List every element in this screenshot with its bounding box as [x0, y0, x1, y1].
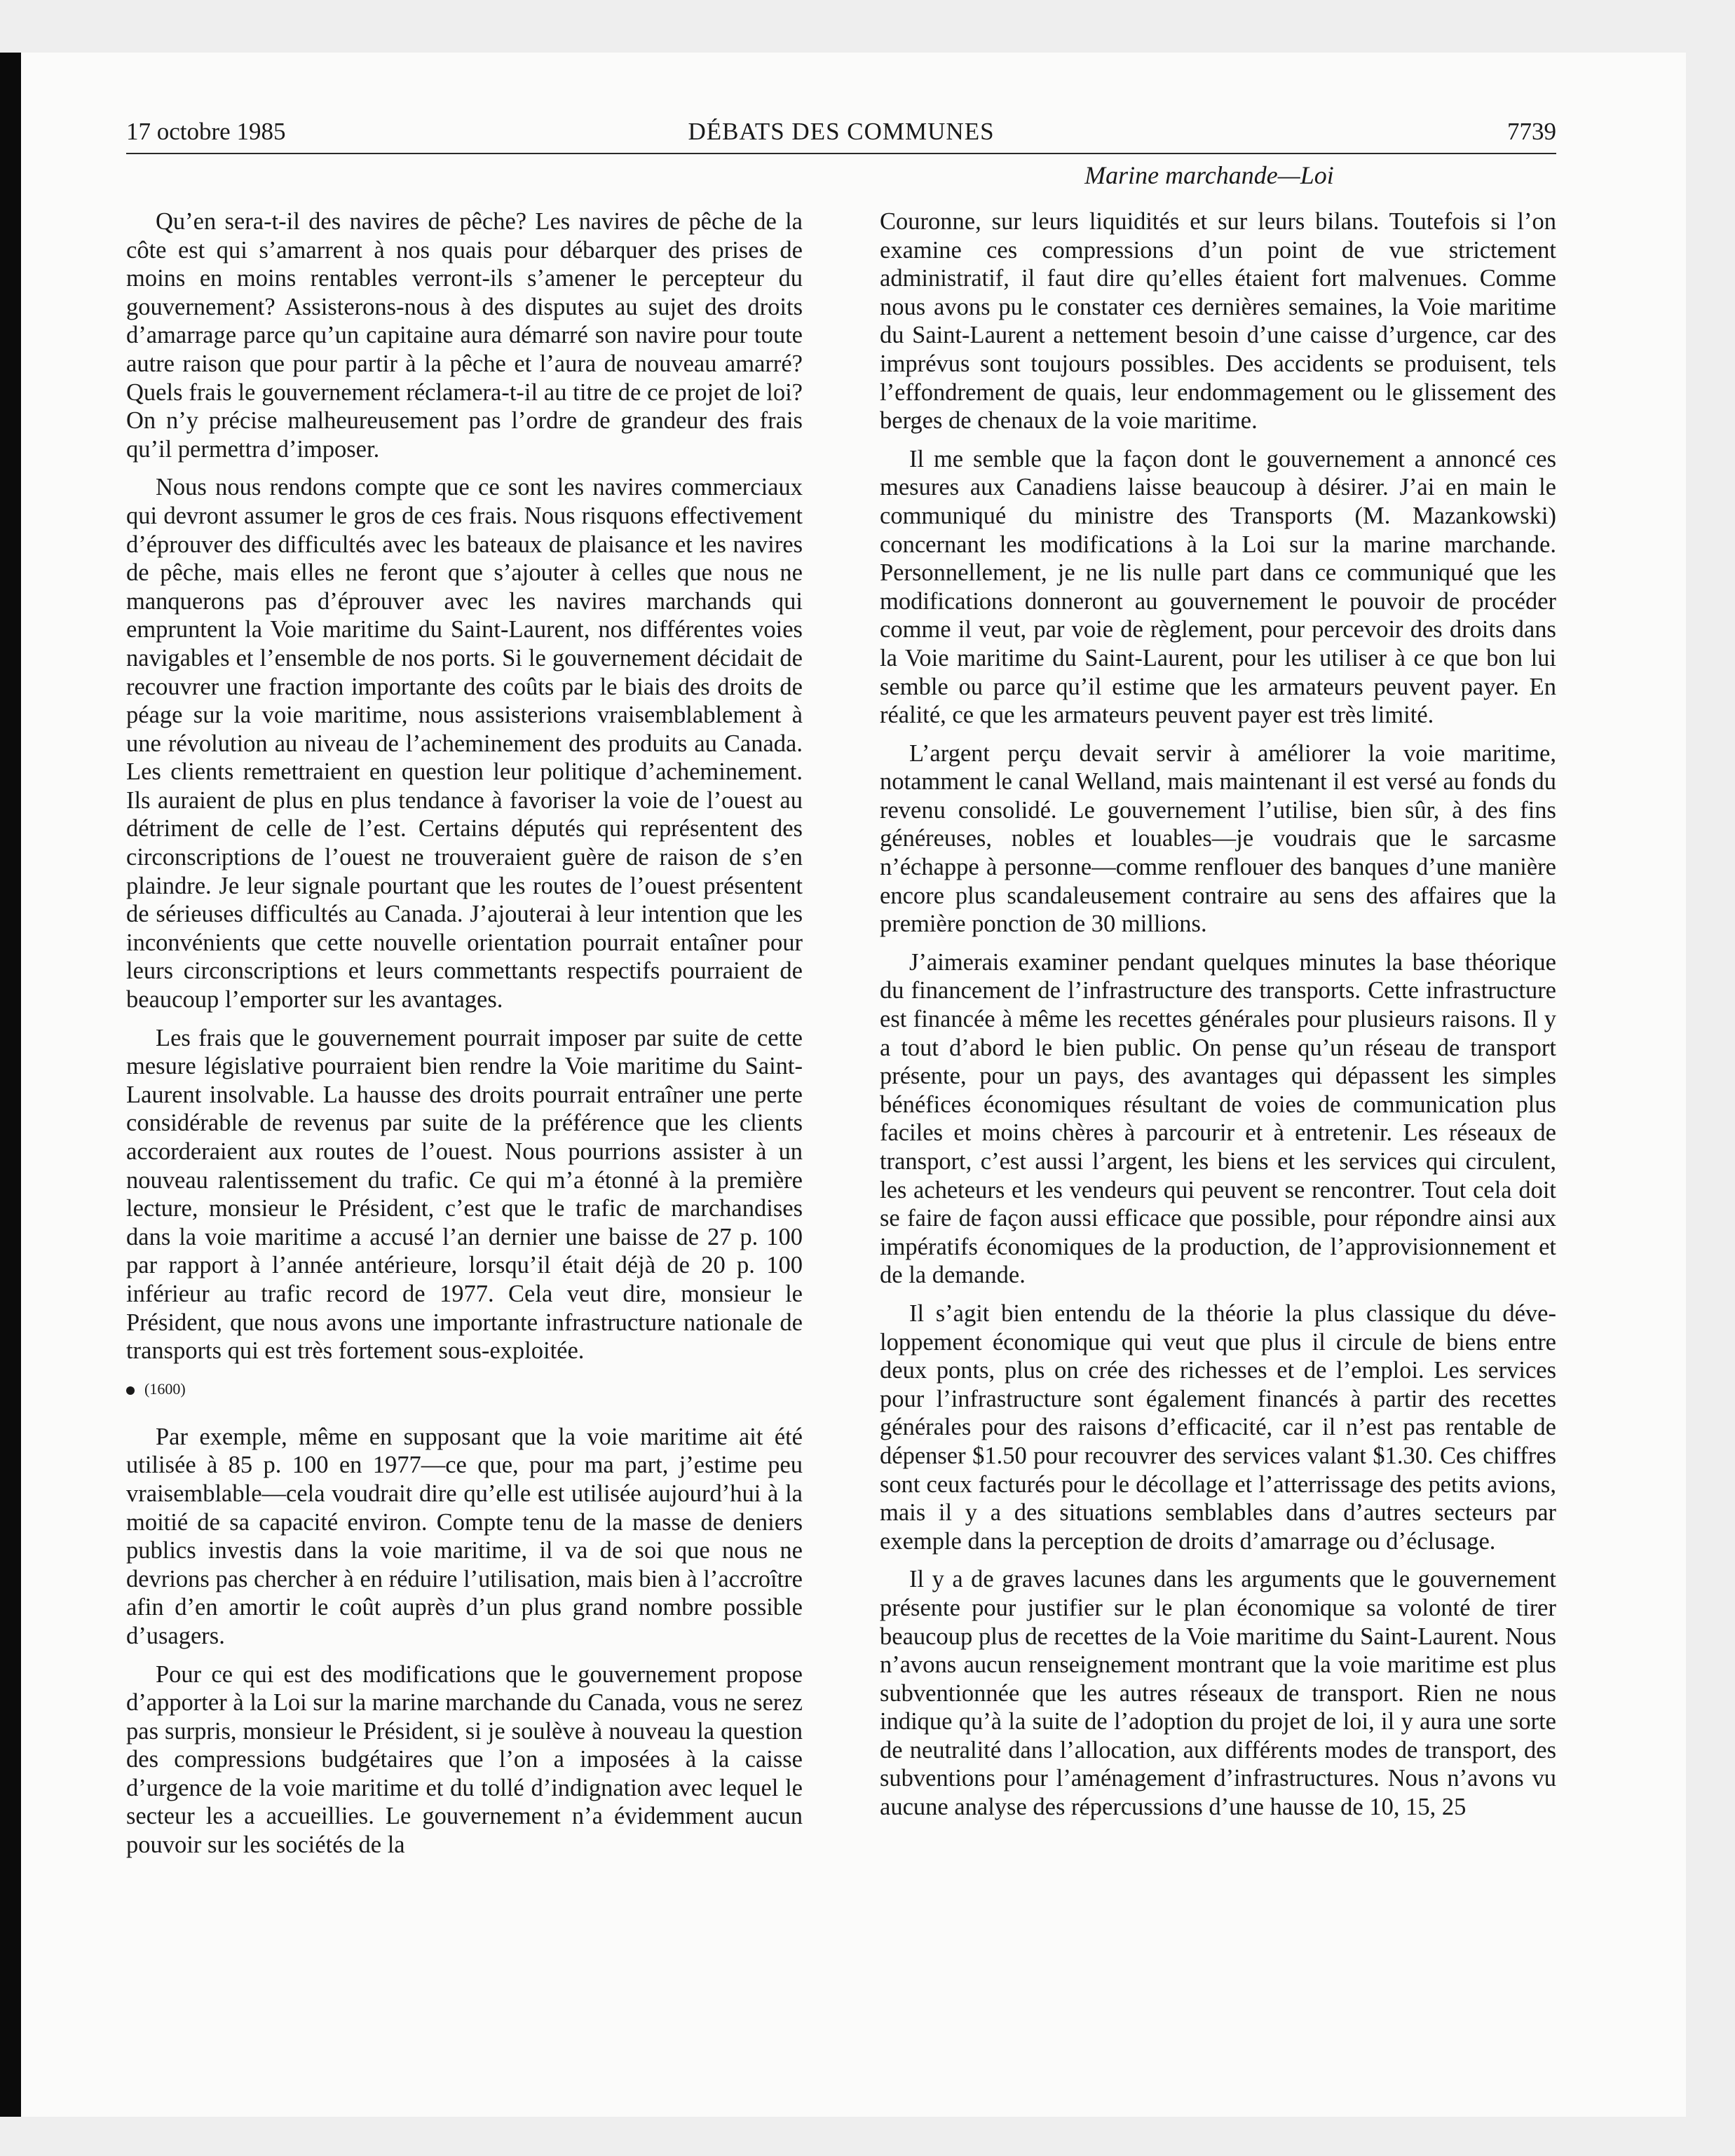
time-marker-label: (1600) [144, 1379, 186, 1398]
paragraph: J’aimerais examiner pendant quelques minutes la base théorique du financement de l’infrastructure des transports. Cette infrastructure est financée à même les recettes générales pour plusieurs raisons. Il y a tout d’abord le bien public. On pense qu’un réseau de transport présente, pour un pays, des avantages qui dépassent les simples bénéfices économiques résultant de voies de communication plus faciles et moins chères à parcourir et à entretenir. Les réseaux de transport, c’est aussi l’argent, les biens et les services qui circulent, les acheteurs et les vendeurs qui peuvent se rencontrer. Tout cela doit se faire de façon aussi efficace que possible, pour répondre ainsi aux impératifs économiques de la production, de l’approvisionnement et de la demande. [880, 948, 1556, 1289]
scan-edge [0, 53, 21, 2117]
time-marker [126, 1375, 803, 1403]
paragraph: Pour ce qui est des modifications que le gouvernement propose d’apporter à la Loi sur la marine marchande du Canada, vous ne serez pas surpris, monsieur le Président, si je soulève à nouveau la question des compressions budgétaires que l’on a imposées à la caisse d’urgence de la voie maritime et du tollé d’indignation avec lequel le secteur les a accueillies. Le gouvernement n’a évidemment aucun pouvoir sur les sociétés de la [126, 1660, 803, 1859]
paragraph: Il y a de graves lacunes dans les arguments que le gouvernement présente pour justifier sur le plan économique sa volonté de tirer beaucoup plus de recettes de la Voie maritime du Saint-Laurent. Nous n’avons aucun renseignement montrant que la voie maritime est plus subventionnée que les autres réseaux de transport. Rien ne nous indique qu’à la suite de l’adoption du projet de loi, il y aura une sorte de neutralité dans l’allocation, aux différents modes de transport, des subventions pour l’aménagement d’infrastructures. Nous n’avons vu aucune analyse des répercussions d’une hausse de 10, 15, 25 [880, 1566, 1556, 1821]
bullet-icon [126, 1386, 135, 1395]
left-column [126, 207, 803, 1869]
section-subheader: Marine marchande—Loi [1084, 161, 1334, 189]
paragraph: Couronne, sur leurs liquidités et sur leurs bilans. Toutefois si l’on examine ces compressions d’un point de vue strictement administratif, il faut dire qu’elles étaient fort malvenues. Comme nous avons pu le constater ces dernières semaines, la Voie maritime du Saint-Laurent a nettement besoin d’une caisse d’urgence, car des imprévus sont toujours possibles. Des accidents se produisent, tels l’effondrement de quais, leur endommagement ou le glissement des berges de chenaux de la voie maritime. [880, 208, 1556, 435]
page-number: 7739 [1507, 118, 1556, 145]
paragraph: Nous nous rendons compte que ce sont les navires commerciaux qui devront assumer le gros de ces frais. Nous risquons effectivement d’éprouver des difficultés avec les bateaux de plaisance et les navires de pêche, mais elles ne feront que s’ajouter à celles que nous ne manquerons pas d’éprouver avec les navires marchands qui empruntent la Voie maritime du Saint-Laurent, nos différentes voies navigables et l’ensemble de nos ports. Si le gouvernement décidait de recouvrer une fraction importante des coûts par le biais des droits de péage sur la voie maritime, nous assisterions vraisemblablement à une révolution au niveau de l’acheminement des produits au Canada. Les clients remettraient en question leur politique d’acheminement. Ils auraient de plus en plus tendance à favoriser la voie de l’ouest au détriment de celle de l’est. Certains députés qui représentent des circonscriptions de l’ouest ne trouveraient guère de raison de s’en plaindre. Je leur signale pourtant que les routes de l’ouest présentent de sérieuses difficultés au Canada. J’ajouterai à leur intention que les inconvénients que cette nouvelle orientation pourrait entaîner pour leurs circonscriptions et leurs commettants respectifs pourraient de beaucoup l’emporter sur les avantages. [126, 474, 803, 1014]
paragraph: Les frais que le gouvernement pourrait imposer par suite de cette mesure législative pourraient bien rendre la Voie maritime du Saint-Laurent insolvable. La hausse des droits pourrait entraîner une perte considérable de revenus par suite de la préférence que les clients accorderaient aux routes de l’ouest. Nous pourrions assister à un nouveau ralentissement du trafic. Ce qui m’a étonné à la première lecture, monsieur le Président, c’est que le trafic de marchandises dans la voie maritime a accusé l’an dernier une baisse de 27 p. 100 par rapport à l’année antérieure, lorsqu’il était déjà de 20 p. 100 inférieur au trafic record de 1977. Cela veut dire, monsieur le Président, que nous avons une importante infrastructure nationale de transports qui est très fortement sous-exploitée. [126, 1024, 803, 1365]
paragraph: Qu’en sera-t-il des navires de pêche? Les navires de pêche de la côte est qui s’amarrent à nos quais pour débarquer des prises de moins en moins rentables verront-ils s’amener le percepteur du gouvernement? Assisterons-nous à des disputes au sujet des droits d’amarrage parce qu’un capitaine aura démarré son navire pour toute autre raison que pour partir à la pêche et l’aura de nouveau amarré? Quels frais le gouvernement réclamera-t-il au titre de ce projet de loi? On n’y précise malheureusement pas l’ordre de grandeur des frais qu’il permettra d’imposer. [126, 208, 803, 463]
paragraph: Par exemple, même en supposant que la voie maritime ait été utilisée à 85 p. 100 en 1977—ce que, pour ma part, j’estime peu vraisemblable—cela voudrait dire qu’elle est utilisée aujourd’hui à la moitié de sa capacité environ. Compte tenu de la masse de deniers publics investis dans la voie maritime, il va de soi que nous ne devrions pas chercher à en réduire l’utilisation, mais bien à l’accroître afin d’en amortir le coût auprès d’un plus grand nombre possible d’usagers. [126, 1423, 803, 1649]
paragraph: L’argent perçu devait servir à améliorer la voie maritime, notamment le canal Welland, mais maintenant il est versé au fonds du revenu consolidé. Le gouvernement l’utilise, bien sûr, à des fins généreuses, nobles et louables—je voudrais que le sarcasme n’échappe à personne—comme renflouer des banques d’une manière encore plus scandaleusement contraire au sens des affaires que la première ponction de 30 millions. [880, 739, 1556, 938]
header-date: 17 octobre 1985 [126, 118, 286, 145]
paragraph: Il me semble que la façon dont le gouvernement a annoncé ces mesures aux Canadiens laisse beaucoup à désirer. J’ai en main le communiqué du ministre des Transports (M. Mazankowski) concernant les modifications à la Loi sur la marine marchande. Personnellement, je ne lis nulle part dans ce communiqué que les modifications donneront au gouvernement le pouvoir de procéder comme il veut, par voie de règlement, pour percevoir des droits dans la Voie maritime du Saint-Laurent, pour les utiliser à ce que bon lui semble ou parce qu’il estime que les armateurs peuvent payer. En réalité, ce que les armateurs peuvent payer est très limité. [880, 445, 1556, 729]
page-header [126, 111, 1556, 154]
right-column [880, 207, 1556, 1831]
header-title: DÉBATS DES COMMUNES [688, 118, 995, 145]
paragraph: Il s’agit bien entendu de la théorie la plus classique du développement économique qui veut que plus il circule de biens entre deux ponts, plus on crée des richesses et de l’emploi. Les services pour l’infrastructure sont également financés à partir des recettes générales pour des raisons d’efficacité, car il n’est pas rentable de dépenser $1.50 pour recouvrer des services valant $1.30. Ces chiffres sont ceux facturés pour le décollage et l’atterrissage des petits avions, mais il y a des situations semblables dans d’autres secteurs par exemple dans la perception de droits d’amarrage ou d’éclusage. [880, 1299, 1556, 1555]
